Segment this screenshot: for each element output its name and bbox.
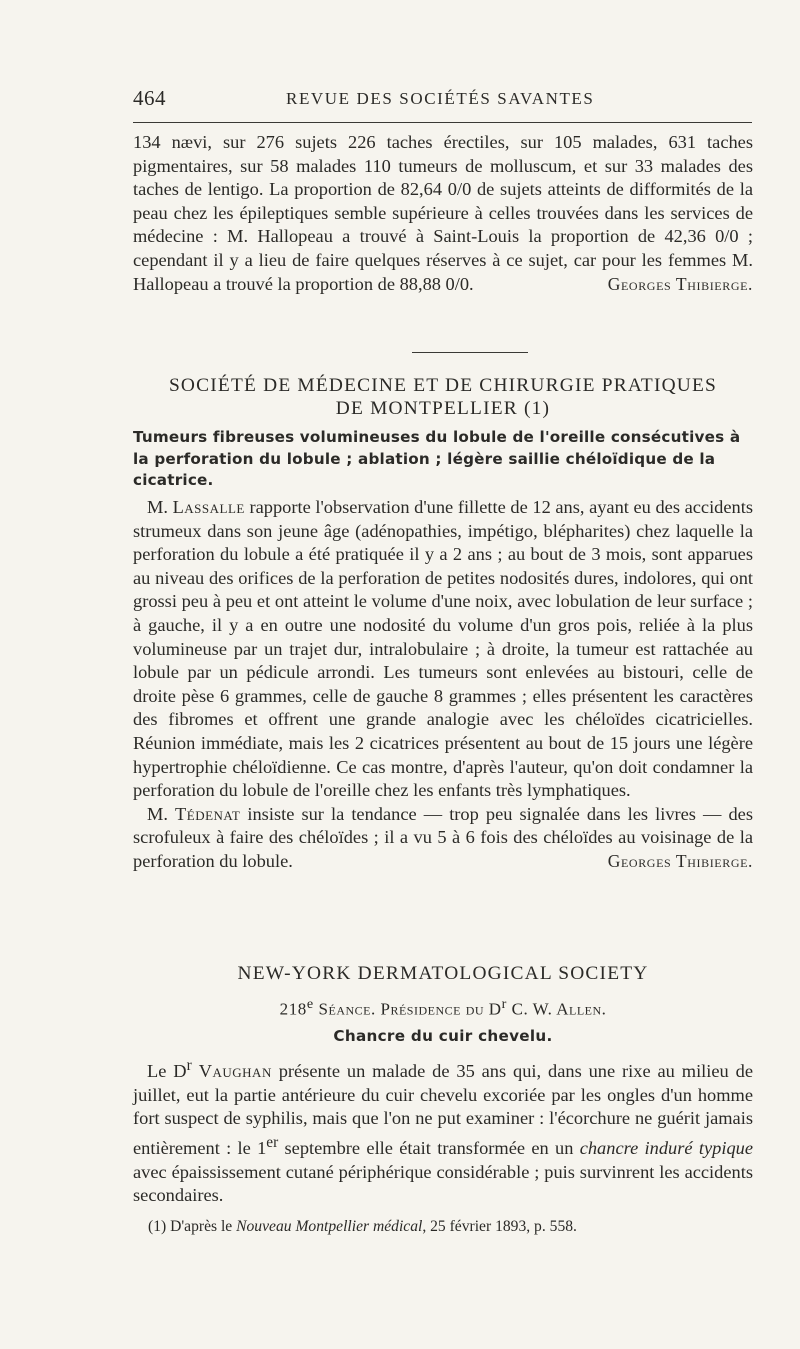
section1-subheading: Tumeurs fibreuses volumineuses du lobule de l'oreille consécutives à la perforation du lobule ; ablation ; légère saillie chéloïdique de la cicatrice. [133,428,741,489]
footnote-text-a: (1) D'après le [148,1218,237,1235]
section1-paragraph1 [133,496,753,803]
intro-signature: Georges Thibierge. [607,273,753,294]
section-divider [412,352,528,353]
para2-text: insiste sur la tendance — trop peu signalée dans les livres — des scrofuleux à faire des chéloïdes ; il a vu 5 à 6 fois des chéloïdes au voisinage de la perforation du lobule. [133,803,753,871]
section2-author-name: Vaughan [191,1061,272,1082]
section2-text-a: présente un malade de 35 ans qui, dans une rixe au milieu de juillet, eut la partie antérieure du cuir chevelu excoriée par les ongles d'un homme fort suspect de syphilis, mais que l'on ne put examiner : l'écorchure ne guérit jamais entièrement : le 1 [133,1061,753,1159]
seance-text: Séance. Présidence du D [313,999,502,1019]
running-title: REVUE DES SOCIÉTÉS SAVANTES [286,89,595,108]
para2-prefix: M. [147,803,168,824]
section1-paragraph2 [133,803,753,874]
section1-title-line2: DE MONTPELLIER (1) [335,398,551,419]
footnote-text-b: , 25 février 1893, p. 558. [422,1218,577,1235]
page-header [133,86,753,114]
para1-text: rapporte l'observation d'une fillette de 12 ans, ayant eu des accidents strumeux dans son jeune âge (adénopathies, impétigo, blépharites) chez laquelle la perforation du lobule a été pratiquée il y a 2 ans ; au bout de 3 mois, sont apparues au niveau des orifices de la perforation de petites nodosités dures, indolores, qui ont grossi peu à peu et ont atteint le volume d'une noix, avec lobulation de leur surface ; à gauche, il y a en outre une nodosité du volume d'un gros pois, reliée à la plus volumineuse par un trajet dur, intralobulaire ; à droite, la tumeur est rattachée au lobule par un pédicule arrondi. Les tumeurs sont enlevées au bistouri, celle de droite pèse 6 grammes, celle de gauche 8 grammes ; elles présentent les caractères des fibromes et offrent une grande analogie avec les chéloïdes cicatricielles. Réunion immédiate, mais les 2 cicatrices présentent au bout de 15 jours une légère hypertrophie chéloïdienne. Ce cas montre, d'après l'auteur, qu'on doit condamner la perforation du lobule de l'oreille chez les enfants très lymphatiques. [133,497,753,801]
section1-title-line1: SOCIÉTÉ DE MÉDECINE ET DE CHIRURGIE PRATIQUES [168,375,718,396]
section2-italic-term: chancre induré typique [579,1138,754,1159]
header-rule [133,122,752,123]
footnote-journal-title: Nouveau Montpellier médical [236,1218,423,1235]
seance-dr-sup: r [501,996,507,1012]
seance-line [133,996,753,1020]
section2-paragraph [133,1054,753,1208]
page-number: 464 [133,86,166,110]
section1-title [133,374,753,420]
para1-author-name: Lassalle [172,497,245,517]
seance-number: 218 [279,999,307,1019]
section2-text-c: avec épaississement cutané périphérique considérable ; puis survinrent les accidents secondaires. [133,1161,753,1206]
intro-text: 134 nævi, sur 276 sujets 226 taches érectiles, sur 105 malades, 631 taches pigmentaires, sur 58 malades 110 tumeurs de molluscum, et sur 33 malades des taches de lentigo. La proportion de 82,64 0/0 de sujets atteints de difformités de la peau chez les épileptiques semble supérieure à celles trouvées dans les services de médecine : M. Hallopeau a trouvé à Saint-Louis la proportion de 42,36 0/0 ; cependant il y a lieu de faire quelques réserves à ce sujet, car pour les femmes M. Hallopeau a trouvé la proportion de 88,88 0/0. [133,132,753,294]
section1-body [133,496,753,874]
section2-prefix: Le D [147,1061,187,1082]
section2-title: NEW-YORK DERMATOLOGICAL SOCIETY [237,963,649,984]
section2-text-sup: er [266,1133,279,1151]
para2-author-name: Tédenat [175,803,241,824]
para1-prefix: M. [147,497,168,517]
section2-text-b: septembre elle était transformée en un [278,1138,580,1159]
seance-president-name: C. W. Allen. [506,999,607,1019]
section2-prefix-sup: r [186,1057,192,1074]
seance-number-sup: e [306,996,314,1012]
footnote [148,1217,752,1237]
section2-subheading: Chancre du cuir chevelu. [333,1027,553,1045]
intro-paragraph [133,131,753,296]
section1-signature: Georges Thibierge. [607,850,753,871]
section2-body [133,1054,753,1208]
